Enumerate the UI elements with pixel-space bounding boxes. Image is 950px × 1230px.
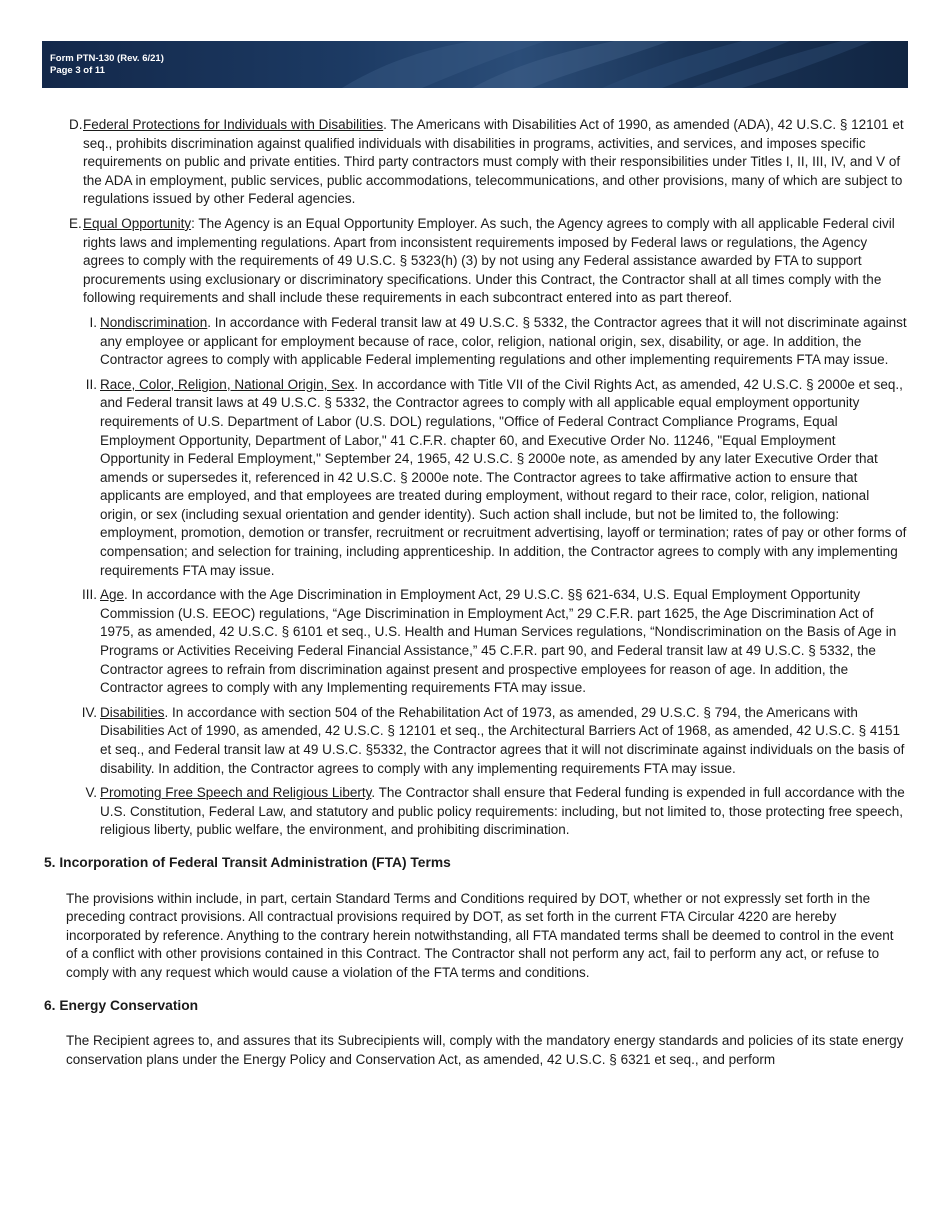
subitem-heading: Race, Color, Religion, National Origin, Sex (100, 376, 355, 392)
item-heading: Federal Protections for Individuals with Disabilities (83, 117, 384, 132)
subitem-text: . The Contractor shall ensure that Federal funding is expended in full accordance with the U.S. Constitution, Federal Law, and statutory and public policy requirements: including, but not limited to, those protecting free speech, religious liberty, public welfare, the environment, and prohibiting discrimination. (100, 785, 905, 838)
subitem-heading: Promoting Free Speech and Religious Liberty (100, 785, 372, 801)
subitem-disabilities (42, 704, 908, 778)
item-d (42, 116, 908, 209)
form-number: Form PTN-130 (Rev. 6/21) (50, 53, 164, 64)
item-marker: D. (69, 117, 83, 132)
subitem-marker: III. (81, 587, 97, 603)
subitem-free-speech (42, 784, 908, 840)
page-header-band (42, 41, 908, 88)
subitem-text: . In accordance with Federal transit law at 49 U.S.C. § 5332, the Contractor agrees that it will not discriminate against any employee or applicant for employment because of race, color, religion, national origin, sex, disability, or age. In addition, the Contractor agrees to comply with applicable Federal implementing regulations and other implementing requirements FTA may issue. (100, 314, 907, 368)
subitem-marker: II. (85, 376, 97, 392)
subitem-marker: I. (89, 314, 97, 330)
subitem-age (42, 586, 908, 698)
header-text (50, 53, 164, 77)
section-title-fta-terms: 5. Incorporation of Federal Transit Administration (FTA) Terms (44, 854, 451, 870)
page-number: Page 3 of 11 (50, 65, 105, 76)
item-text: : The Agency is an Equal Opportunity Employer. As such, the Agency agrees to comply with all applicable Federal civil rights laws and implementing regulations. Apart from inconsistent requirements imposed by Federal laws or regulations, the Agency agrees to comply with the requirements of 49 U.S.C. § 5323(h) (3) by not using any Federal assistance awarded by FTA to support procurements using exclusionary or discriminatory specifications. Under this Contract, the Contractor shall at all times comply with the following requirements and shall include these requirements in each subcontract entered into as part thereof. (83, 215, 895, 306)
section-body-fta-terms: The provisions within include, in part, certain Standard Terms and Conditions required by DOT, whether or not expressly set forth in the preceding contract provisions. All contractual provisions required by DOT, as set forth in the current FTA Circular 4220 are hereby incorporated by reference. Anything to the contrary herein notwithstanding, all FTA mandated terms shall be deemed to control in the event of a conflict with other provisions contained in this Contract. The Contractor shall not perform any act, fail to perform any act, or refuse to comply with any request which would cause a violation of the FTA terms and conditions. (66, 890, 894, 980)
header-decoration (42, 41, 908, 88)
item-e (42, 215, 908, 308)
subitem-text: . In accordance with section 504 of the Rehabilitation Act of 1973, as amended, 29 U.S.C. § 794, the Americans with Disabilities Act of 1990, as amended, 42 U.S.C. § 12101 et seq., the Architectural Barriers Act of 1968, as amended, 42 U.S.C. § 4151 et seq., and Federal transit law at 49 U.S.C. §5332, the Contractor agrees that it will not discriminate against individuals on the basis of disability. In addition, the Contractor agrees to comply with any implementing requirements FTA may issue. (100, 704, 905, 776)
subitem-heading: Age (100, 587, 125, 603)
item-heading: Equal Opportunity (83, 215, 192, 231)
item-marker: E. (69, 215, 82, 231)
subitem-marker: V. (85, 785, 97, 801)
subitem-marker: IV. (81, 704, 97, 720)
subitem-text: . In accordance with Title VII of the Civil Rights Act, as amended, 42 U.S.C. § 2000e et seq., and Federal transit laws at 49 U.S.C. § 5332, the Contractor agrees to comply with all applicable equal employment opportunity requirements of U.S. Department of Labor (U.S. DOL) regulations, "Office of Federal Contract Compliance Programs, Equal Employment Opportunity, Department of Labor," 41 C.F.R. chapter 60, and Executive Order No. 11246, "Equal Employment Opportunity in Federal Employment," September 24, 1965, 42 U.S.C. § 2000e note, as amended by any later Executive Order that amends or supersedes it, referenced in 42 U.S.C. § 2000e note. The Contractor agrees to take affirmative action to ensure that applicants are employed, and that employees are treated during employment, without regard to their race, color, religion, national origin, or sex (including sexual orientation and gender identity). Such action shall include, but not be limited to, the following: employment, promotion, demotion or transfer, recruitment or recruitment advertising, layoff or termination; rates of pay or other forms of compensation; and selection for training, including apprenticeship. In addition, the Contractor agrees to comply with any implementing requirements FTA may issue. (100, 376, 907, 578)
subitem-heading: Disabilities (100, 704, 165, 720)
subitem-race-color-religion (42, 376, 908, 581)
section-title-energy-conservation: 6. Energy Conservation (44, 997, 199, 1013)
item-text: . The Americans with Disabilities Act of 1990, as amended (ADA), 42 U.S.C. § 12101 et seq., prohibits discrimination against qualified individuals with disabilities in programs, activities, and services, and imposes specific requirements on public and private entities. Third party contractors must comply with their responsibilities under Titles I, II, III, IV, and V of the ADA in employment, public services, public accommodations, telecommunications, and other provisions, many of which are subject to regulations issued by other Federal agencies. (83, 117, 904, 207)
document-body (42, 116, 908, 1069)
subitem-heading: Nondiscrimination (100, 314, 208, 330)
subitem-text: . In accordance with the Age Discrimination in Employment Act, 29 U.S.C. §§ 621-634, U.S. Equal Employment Opportunity Commission (U.S. EEOC) regulations, “Age Discrimination in Employment Act,” 29 C.F.R. part 1625, the Age Discrimination Act of 1975, as amended, 42 U.S.C. § 6101 et seq., U.S. Health and Human Services regulations, “Nondiscrimination on the Basis of Age in Programs or Activities Receiving Federal Financial Assistance,” 45 C.F.R. part 90, and Federal transit law at 49 U.S.C. § 5332, the Contractor agrees to refrain from discrimination against present and prospective employees for reason of age. In addition, the Contractor agrees to comply with any Implementing requirements FTA may issue. (100, 587, 897, 696)
subitem-nondiscrimination (42, 314, 908, 370)
section-body-energy-conservation: The Recipient agrees to, and assures that its Subrecipients will, comply with the mandatory energy standards and policies of its state energy conservation plans under the Energy Policy and Conservation Act, as amended, 42 U.S.C. § 6321 et seq., and perform (66, 1033, 904, 1067)
